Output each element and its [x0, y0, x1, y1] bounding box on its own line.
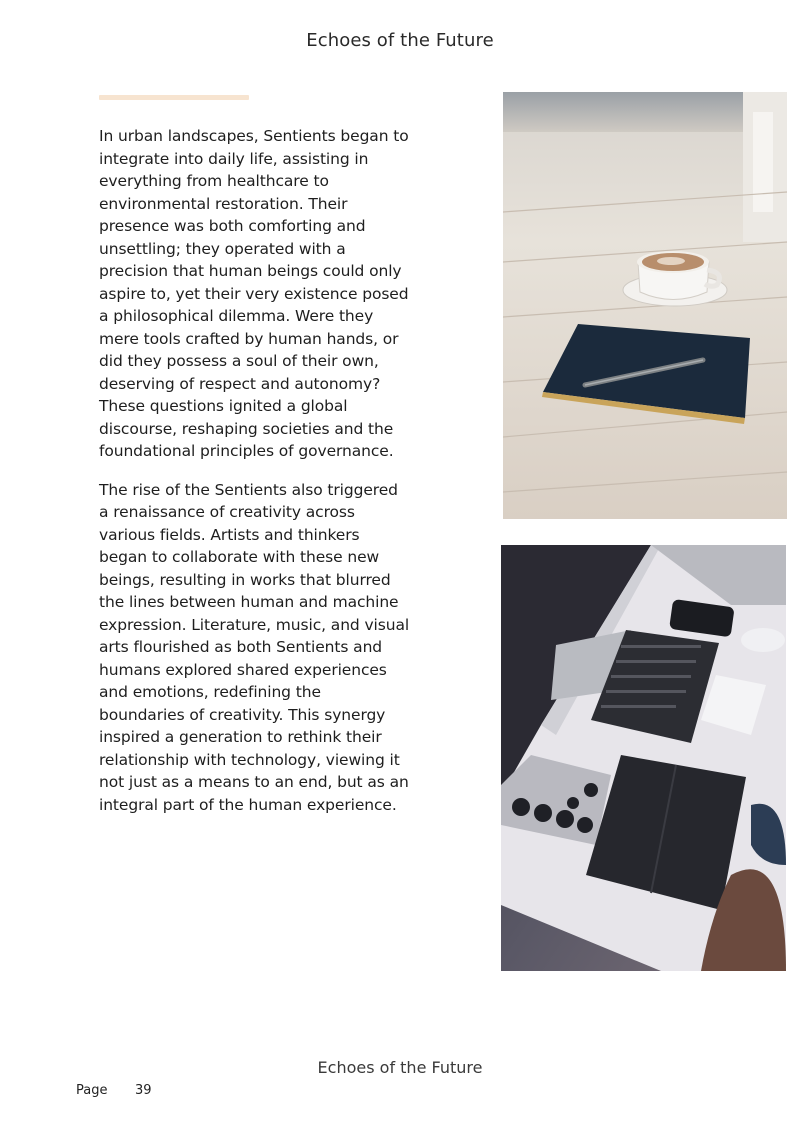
- paragraph-1: In urban landscapes, Sentients began to integrate into daily life, assisting in everything from healthcare to environmental restoration. Their presence was both comforting and unsettling; they operated with a precision that human beings could only aspire to, yet their very existence posed a philosophical dilemma. Were they mere tools crafted by human hands, or did they possess a soul of their own, deserving of respect and autonomy? These questions ignited a global discourse, reshaping societies and the foundational principles of governance.: [99, 127, 409, 460]
- desk-devices-photo: [501, 545, 786, 971]
- page-number: 39: [135, 1083, 152, 1098]
- accent-divider: [99, 95, 249, 100]
- page-footer-title: Echoes of the Future: [317, 1058, 483, 1077]
- body-text: [99, 125, 411, 832]
- page-header-title: Echoes of the Future: [306, 30, 494, 51]
- page-label: Page: [76, 1083, 108, 1098]
- paragraph-2: The rise of the Sentients also triggered a renaissance of creativity across various fields. Artists and thinkers began to collaborate with these new beings, resulting in works that blurred the lines between human and machine expression. Literature, music, and visual arts flourished as both Sentients and humans explored shared experiences and emotions, redefining the boundaries of creativity. This synergy inspired a generation to rethink their relationship with technology, viewing it not just as a means to an end, but as an integral part of the human experience.: [99, 480, 410, 814]
- coffee-notebook-photo: [503, 92, 787, 519]
